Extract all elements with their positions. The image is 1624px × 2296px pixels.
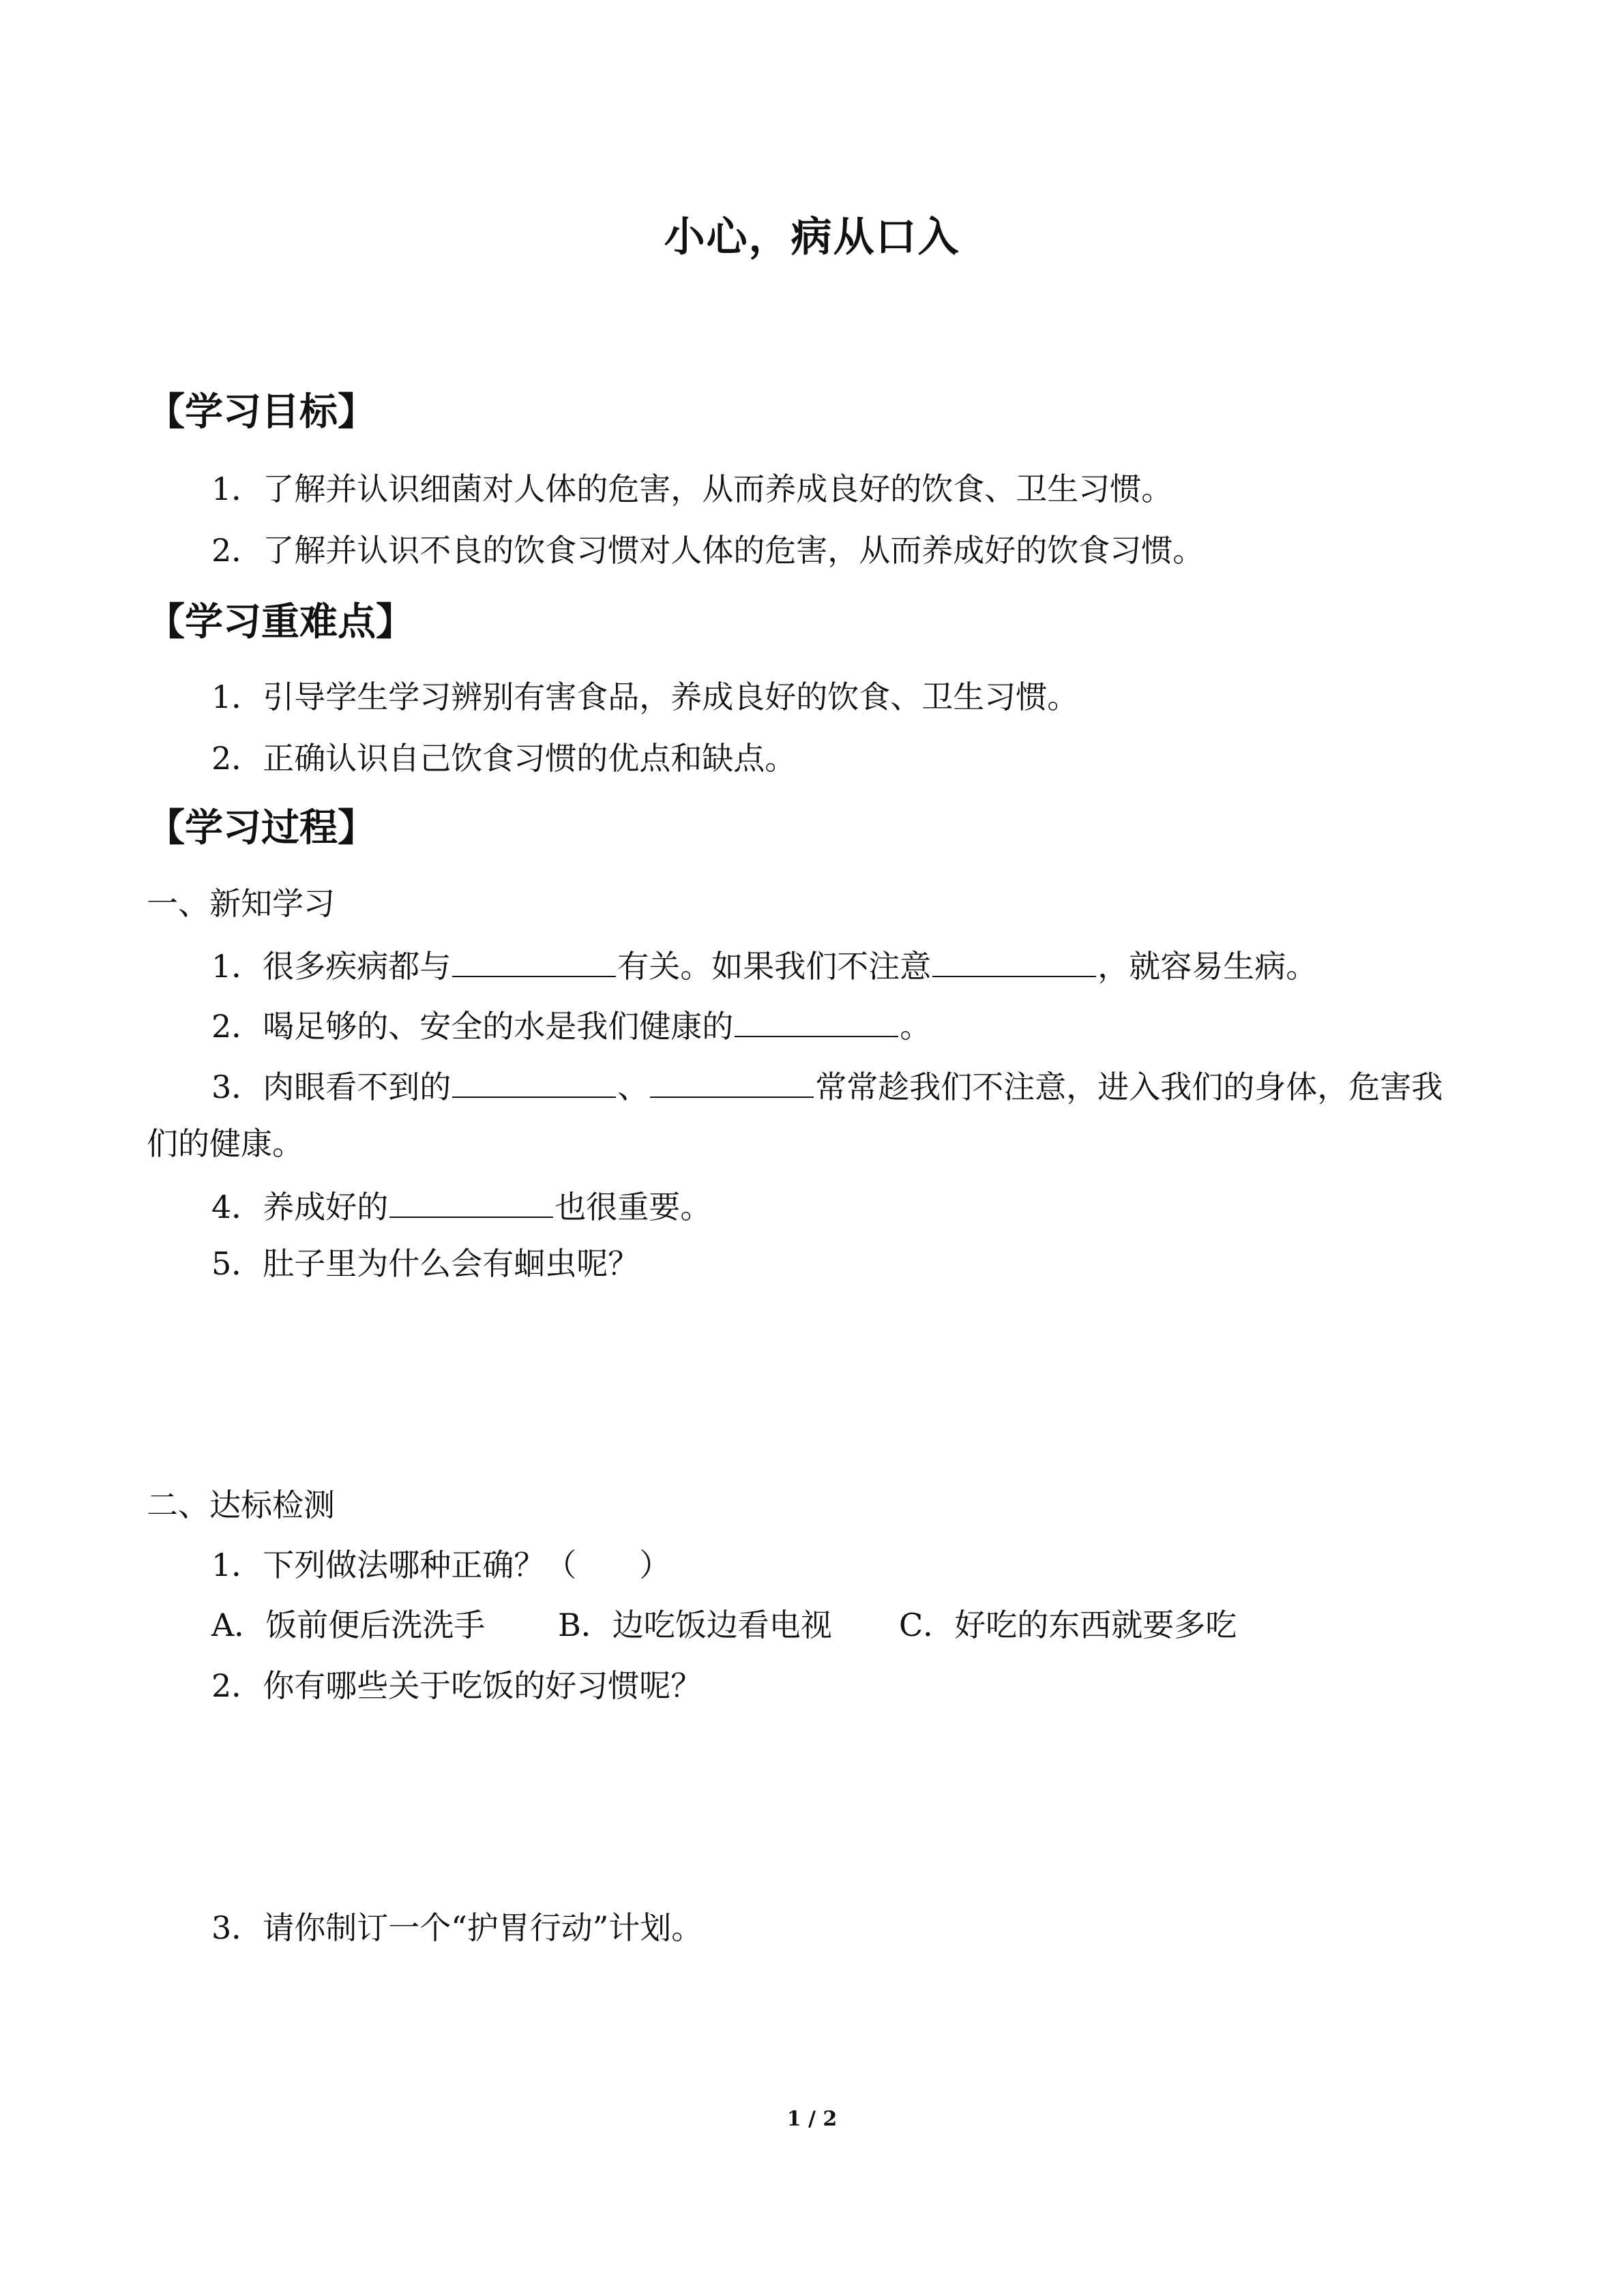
- part2-question-3: 3．请你制订一个“护胃行动”计划。: [211, 1909, 703, 1946]
- answer-blank[interactable]: [452, 944, 616, 977]
- answer-blank[interactable]: [389, 1185, 553, 1218]
- goal-item-2: 2．了解并认识不良的饮食习惯对人体的危害，从而养成好的饮食习惯。: [211, 532, 1205, 569]
- answer-blank[interactable]: [452, 1065, 616, 1098]
- question-text: 4．养成好的: [211, 1189, 389, 1225]
- question-text: ，就容易生病。: [1097, 948, 1318, 985]
- option-c: C．好吃的东西就要多吃: [899, 1607, 1237, 1643]
- part1-question-3-continued: 们的健康。: [147, 1125, 304, 1162]
- option-b: B．边吃饭边看电视: [558, 1607, 832, 1643]
- heading-process: 【学习过程】: [147, 806, 376, 850]
- answer-blank[interactable]: [932, 944, 1096, 977]
- page-number: 1 / 2: [786, 2107, 838, 2131]
- answer-blank[interactable]: [650, 1065, 814, 1098]
- heading-goals: 【学习目标】: [147, 390, 376, 434]
- question-text: 有关。如果我们不注意: [617, 948, 932, 985]
- part2-question-2: 2．你有哪些关于吃饭的好习惯呢？: [211, 1667, 703, 1704]
- question-text: 1．很多疾病都与: [211, 948, 452, 985]
- goal-item-1: 1．了解并认识细菌对人体的危害，从而养成良好的饮食、卫生习惯。: [211, 471, 1173, 507]
- option-a: A．饭前便后洗洗手: [211, 1607, 486, 1643]
- part1-question-1: [211, 944, 1317, 985]
- page-title: 小心，病从口入: [664, 213, 960, 261]
- key-point-item-2: 2．正确认识自己饮食习惯的优点和缺点。: [211, 740, 797, 777]
- question-text: 2．喝足够的、安全的水是我们健康的: [211, 1008, 734, 1045]
- part1-question-3: [211, 1065, 1443, 1106]
- question-text: 、: [617, 1069, 649, 1105]
- part2-question-1: 1．下列做法哪种正确？（ ）: [211, 1547, 671, 1583]
- part1-question-2: [211, 1004, 931, 1045]
- question-text: 常常趁我们不注意，进入我们的身体，危害我: [815, 1069, 1443, 1105]
- question-text: 。: [900, 1008, 932, 1045]
- question-text: 也很重要。: [555, 1189, 712, 1225]
- part2-label: 二、达标检测: [147, 1487, 335, 1523]
- part1-label: 一、新知学习: [147, 885, 335, 922]
- key-point-item-1: 1．引导学生学习辨别有害食品，养成良好的饮食、卫生习惯。: [211, 679, 1079, 715]
- answer-blank[interactable]: [735, 1004, 898, 1037]
- question-text: 3．肉眼看不到的: [211, 1069, 452, 1105]
- heading-key-points: 【学习重难点】: [147, 600, 414, 644]
- part1-question-5: 5．肚子里为什么会有蛔虫呢？: [211, 1245, 640, 1282]
- part1-question-4: [211, 1185, 711, 1226]
